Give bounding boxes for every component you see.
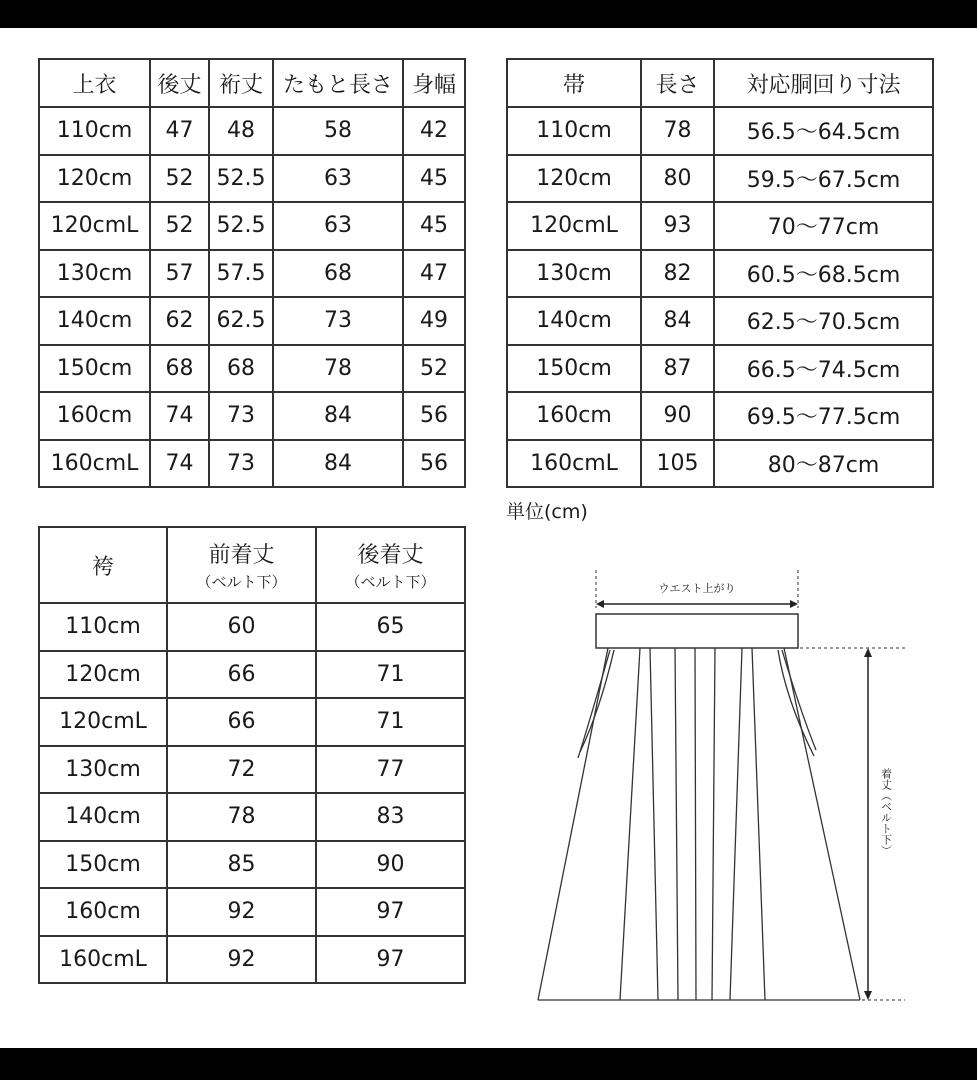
table-cell: 72	[167, 746, 316, 794]
table-cell: 160cmL	[507, 440, 641, 488]
table-cell: 110cm	[507, 107, 641, 155]
table-cell: 52	[150, 155, 209, 203]
table-cell: 130cm	[39, 250, 150, 298]
table-row	[507, 155, 933, 203]
length-arrow-head-bottom	[864, 991, 872, 1000]
table-cell: 56	[403, 392, 465, 440]
table-cell: 160cmL	[39, 936, 167, 984]
table-cell: 66.5〜74.5cm	[714, 345, 933, 393]
table-cell: 84	[273, 440, 403, 488]
table-cell: 63	[273, 155, 403, 203]
header-cell: 身幅	[403, 59, 465, 107]
table-row	[39, 936, 465, 984]
table-cell: 62	[150, 297, 209, 345]
table-row	[507, 297, 933, 345]
table-cell: 58	[273, 107, 403, 155]
table-cell: 84	[273, 392, 403, 440]
length-arrow-head-top	[864, 648, 872, 657]
table-cell: 73	[273, 297, 403, 345]
table-cell: 70〜77cm	[714, 202, 933, 250]
waist-label: ウエスト上がり	[658, 582, 736, 595]
table-row	[39, 888, 465, 936]
table-cell: 42	[403, 107, 465, 155]
table-cell: 83	[316, 793, 465, 841]
header-sub-label: （ベルト下）	[196, 573, 287, 591]
hakama-diagram	[520, 560, 910, 1010]
table-cell: 110cm	[39, 107, 150, 155]
table-cell: 97	[316, 888, 465, 936]
table-cell: 62.5〜70.5cm	[714, 297, 933, 345]
table-header-row	[507, 59, 933, 107]
table-row	[507, 345, 933, 393]
table-cell: 140cm	[507, 297, 641, 345]
table-cell: 45	[403, 155, 465, 203]
table-cell: 140cm	[39, 297, 150, 345]
table-cell: 71	[316, 698, 465, 746]
table-cell: 120cmL	[39, 202, 150, 250]
table-cell: 120cm	[39, 651, 167, 699]
table-cell: 57.5	[209, 250, 273, 298]
length-label: 着丈（ベルト下）	[879, 768, 893, 856]
table-row	[39, 746, 465, 794]
header-main-label: 後着丈	[357, 543, 424, 568]
header-cell: 後丈	[150, 59, 209, 107]
table-cell: 47	[150, 107, 209, 155]
table-cell: 66	[167, 698, 316, 746]
table-row	[507, 440, 933, 488]
table-cell: 150cm	[39, 345, 150, 393]
table-row	[39, 392, 465, 440]
header-cell: 長さ	[641, 59, 714, 107]
table-cell: 90	[641, 392, 714, 440]
table-row	[39, 345, 465, 393]
table-row	[39, 841, 465, 889]
table-cell: 52.5	[209, 155, 273, 203]
waistband	[596, 614, 798, 648]
header-cell: 上衣	[39, 59, 150, 107]
table-cell: 84	[641, 297, 714, 345]
table-cell: 57	[150, 250, 209, 298]
table-cell: 60	[167, 603, 316, 651]
table-cell: 87	[641, 345, 714, 393]
table-cell: 150cm	[507, 345, 641, 393]
table-row	[39, 297, 465, 345]
table-cell: 52.5	[209, 202, 273, 250]
table-cell: 160cmL	[39, 440, 150, 488]
table-cell: 120cm	[39, 155, 150, 203]
table-cell: 120cmL	[507, 202, 641, 250]
table-row	[39, 793, 465, 841]
table-cell: 85	[167, 841, 316, 889]
skirt-outline	[538, 648, 860, 1000]
table-cell: 150cm	[39, 841, 167, 889]
table-cell: 78	[167, 793, 316, 841]
header-cell	[167, 527, 316, 603]
table-cell: 78	[641, 107, 714, 155]
table-cell: 56.5〜64.5cm	[714, 107, 933, 155]
table-row	[39, 155, 465, 203]
table-cell: 160cm	[39, 392, 150, 440]
table-cell: 110cm	[39, 603, 167, 651]
table-cell: 97	[316, 936, 465, 984]
table-cell: 160cm	[507, 392, 641, 440]
table-cell: 62.5	[209, 297, 273, 345]
table-cell: 130cm	[39, 746, 167, 794]
table-cell: 66	[167, 651, 316, 699]
table-cell: 80	[641, 155, 714, 203]
header-cell: 裄丈	[209, 59, 273, 107]
table-cell: 130cm	[507, 250, 641, 298]
table-cell: 60.5〜68.5cm	[714, 250, 933, 298]
header-cell	[39, 527, 167, 603]
header-main-label: 前着丈	[208, 543, 275, 568]
top-black-bar	[0, 0, 977, 28]
waist-arrow-head-left	[596, 600, 604, 608]
table-row	[39, 107, 465, 155]
table-cell: 68	[150, 345, 209, 393]
table-cell: 92	[167, 888, 316, 936]
table-row	[39, 698, 465, 746]
header-cell: 対応胴回り寸法	[714, 59, 933, 107]
table-cell: 45	[403, 202, 465, 250]
table-cell: 65	[316, 603, 465, 651]
table-cell: 120cm	[507, 155, 641, 203]
table-cell: 160cm	[39, 888, 167, 936]
unit-label: 単位(cm)	[506, 501, 588, 523]
table-cell: 52	[403, 345, 465, 393]
obi-size-table	[506, 58, 934, 488]
table-cell: 73	[209, 392, 273, 440]
table-cell: 48	[209, 107, 273, 155]
header-main-label: 袴	[91, 554, 114, 580]
table-row	[39, 250, 465, 298]
table-cell: 69.5〜77.5cm	[714, 392, 933, 440]
table-cell: 80〜87cm	[714, 440, 933, 488]
table-row	[39, 202, 465, 250]
table-cell: 74	[150, 440, 209, 488]
header-cell	[316, 527, 465, 603]
table-header-row	[39, 59, 465, 107]
table-cell: 68	[209, 345, 273, 393]
table-cell: 56	[403, 440, 465, 488]
jacket-size-table	[38, 58, 466, 488]
table-cell: 49	[403, 297, 465, 345]
table-cell: 82	[641, 250, 714, 298]
table-row	[39, 651, 465, 699]
table-cell: 59.5〜67.5cm	[714, 155, 933, 203]
header-sub-label: （ベルト下）	[345, 573, 436, 591]
table-cell: 92	[167, 936, 316, 984]
table-header-row	[39, 527, 465, 603]
table-row	[507, 202, 933, 250]
waist-arrow-head-right	[790, 600, 798, 608]
table-cell: 77	[316, 746, 465, 794]
table-cell: 78	[273, 345, 403, 393]
table-cell: 105	[641, 440, 714, 488]
table-row	[507, 107, 933, 155]
table-cell: 93	[641, 202, 714, 250]
table-row	[39, 603, 465, 651]
table-cell: 71	[316, 651, 465, 699]
table-cell: 90	[316, 841, 465, 889]
table-row	[39, 440, 465, 488]
table-cell: 47	[403, 250, 465, 298]
table-cell: 68	[273, 250, 403, 298]
table-cell: 140cm	[39, 793, 167, 841]
table-cell: 120cmL	[39, 698, 167, 746]
table-cell: 52	[150, 202, 209, 250]
bottom-black-bar	[0, 1048, 977, 1080]
table-cell: 73	[209, 440, 273, 488]
hakama-size-table	[38, 526, 466, 984]
table-row	[507, 392, 933, 440]
header-cell: 帯	[507, 59, 641, 107]
table-row	[507, 250, 933, 298]
header-cell: たもと長さ	[273, 59, 403, 107]
table-cell: 63	[273, 202, 403, 250]
table-cell: 74	[150, 392, 209, 440]
